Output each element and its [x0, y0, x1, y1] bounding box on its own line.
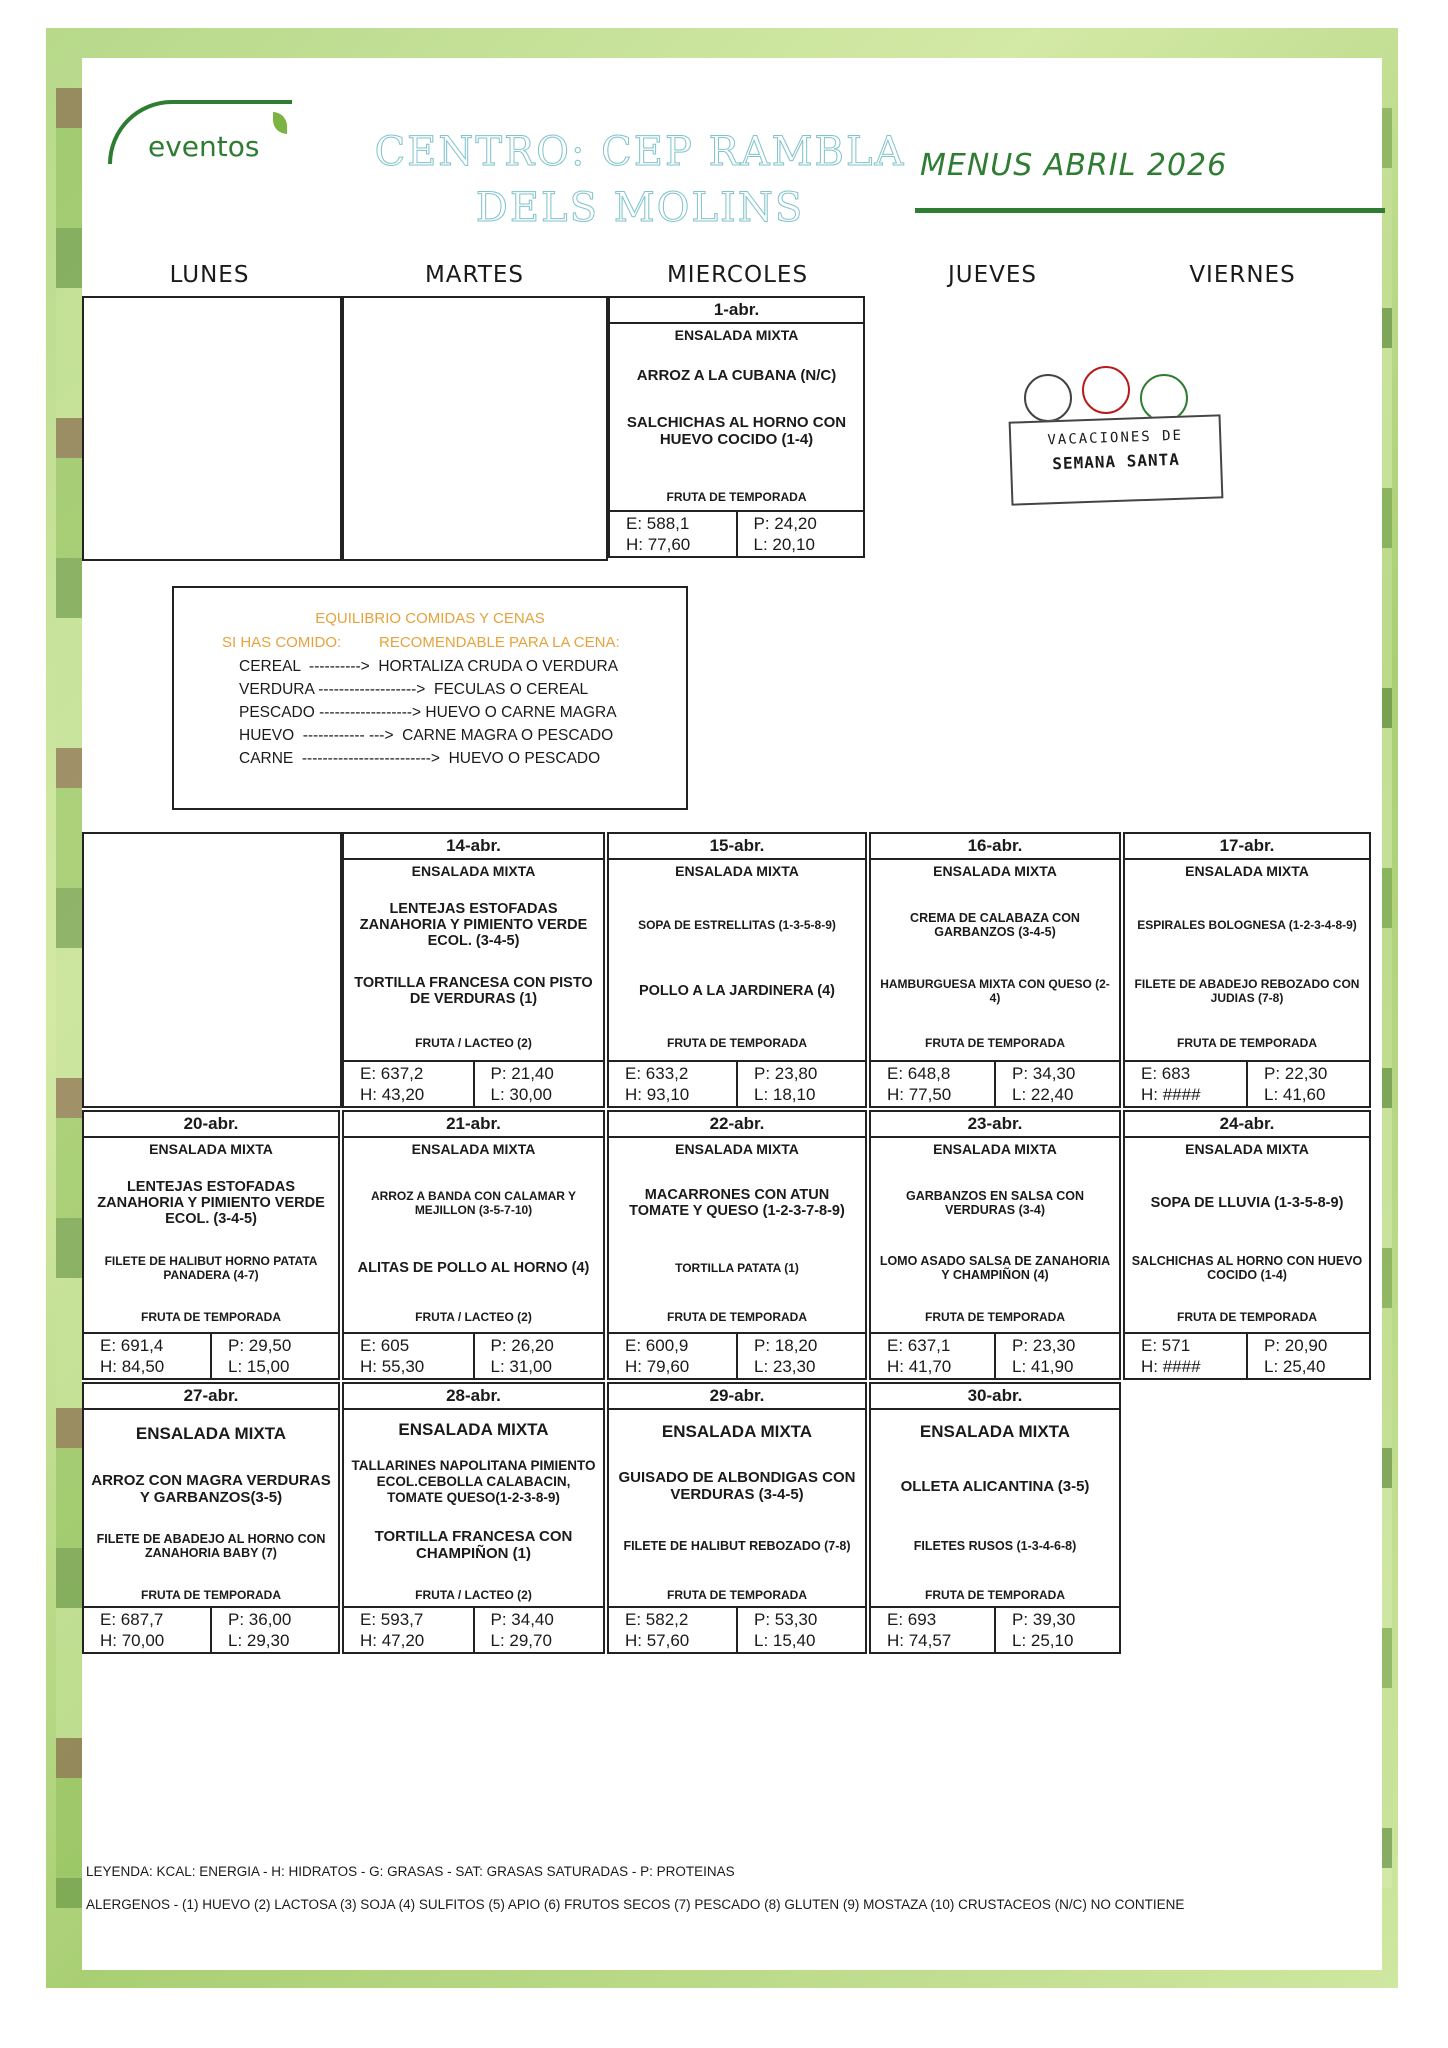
nutrition-lipids: L: 41,60 — [1264, 1085, 1326, 1104]
leyenda-text: LEYENDA: KCAL: ENERGIA - H: HIDRATOS - G: GRASAS - SAT: GRASAS SATURADAS - P: PROTEINAS — [86, 1864, 735, 1879]
nutrition-protein: P: 21,40 — [490, 1064, 554, 1083]
menu-date: 15-abr. — [609, 834, 865, 860]
nutrition-protein: P: 34,40 — [490, 1610, 554, 1629]
menu-primero: ARROZ A BANDA CON CALAMAR Y MEJILLON (3-5-7-10) — [370, 1189, 577, 1217]
menu-day-17 — [1123, 832, 1371, 1108]
menu-primero: OLLETA ALICANTINA (3-5) — [900, 1477, 1090, 1495]
menu-ensalada: ENSALADA MIXTA — [1185, 863, 1309, 879]
menu-segundo: ALITAS DE POLLO AL HORNO (4) — [357, 1260, 590, 1276]
menu-segundo: FILETES RUSOS (1-3-4-6-8) — [913, 1539, 1077, 1553]
menu-primero: GARBANZOS EN SALSA CON VERDURAS (3-4) — [905, 1189, 1084, 1217]
nutrition-hydrates: H: 93,10 — [625, 1085, 690, 1104]
menu-ensalada: ENSALADA MIXTA — [411, 1141, 536, 1157]
nutrition-lipids: L: 29,30 — [228, 1631, 290, 1650]
menu-date: 22-abr. — [609, 1112, 865, 1138]
menu-day-14 — [342, 832, 605, 1108]
nutrition-energy: E: 600,9 — [625, 1336, 689, 1355]
nutrition-lipids: L: 30,00 — [490, 1085, 552, 1104]
nutrition-box — [1125, 1060, 1369, 1106]
nutrition-lipids: L: 15,40 — [754, 1631, 816, 1650]
menu-postre: FRUTA DE TEMPORADA — [667, 1310, 807, 1324]
menu-segundo: HAMBURGUESA MIXTA CON QUESO (2-4) — [880, 977, 1110, 1005]
menu-day-27 — [82, 1382, 340, 1654]
nutrition-protein: P: 53,30 — [754, 1610, 818, 1629]
nutrition-protein: P: 20,90 — [1264, 1336, 1328, 1355]
nutrition-energy: E: 637,1 — [887, 1336, 951, 1355]
menu-segundo: TORTILLA FRANCESA CON PISTO DE VERDURAS (1) — [354, 975, 593, 1007]
menu-date: 14-abr. — [344, 834, 603, 860]
nutrition-box — [344, 1332, 603, 1378]
menu-ensalada: ENSALADA MIXTA — [933, 863, 1057, 879]
centro-title — [360, 124, 920, 236]
alergenos-text: ALERGENOS - (1) HUEVO (2) LACTOSA (3) SOJA (4) SULFITOS (5) APIO (6) FRUTOS SECOS (7) PESCADO (8) GLUTEN (9) MOSTAZA (10) CRUSTACEOS (N/C) NO CONTIENE — [86, 1897, 1185, 1912]
nutrition-box — [84, 1606, 338, 1652]
nutrition-protein: P: 24,20 — [753, 514, 817, 533]
menu-postre: FRUTA DE TEMPORADA — [141, 1588, 281, 1602]
vacation-sign — [1009, 414, 1224, 505]
nutrition-lipids: L: 15,00 — [228, 1357, 290, 1376]
menu-date: 21-abr. — [344, 1112, 603, 1138]
child-face-icon — [1024, 374, 1072, 422]
day-header-jueves: JUEVES — [947, 262, 1037, 288]
nutrition-box — [871, 1060, 1119, 1106]
nutrition-energy: E: 588,1 — [626, 514, 690, 533]
day-header-martes: MARTES — [424, 262, 525, 288]
menu-ensalada: ENSALADA MIXTA — [149, 1141, 273, 1157]
menu-postre: FRUTA DE TEMPORADA — [925, 1588, 1065, 1602]
empty-cell-lunes-w1 — [82, 296, 342, 561]
nutrition-lipids: L: 41,90 — [1012, 1357, 1074, 1376]
nutrition-hydrates: H: 74,57 — [887, 1631, 952, 1650]
semana-santa-illustration — [1002, 348, 1230, 526]
menu-day-21 — [342, 1110, 605, 1380]
menu-day-16 — [869, 832, 1121, 1108]
menu-primero: ESPIRALES BOLOGNESA (1-2-3-4-8-9) — [1137, 918, 1357, 932]
nutrition-box — [609, 1606, 865, 1652]
menu-primero: GUISADO DE ALBONDIGAS CON VERDURAS (3-4-5) — [618, 1469, 856, 1503]
menu-primero: ARROZ CON MAGRA VERDURAS Y GARBANZOS(3-5) — [91, 1472, 331, 1506]
menu-segundo: SALCHICHAS AL HORNO CON HUEVO COCIDO (1-4) — [1131, 1254, 1363, 1282]
menu-postre: FRUTA DE TEMPORADA — [141, 1310, 281, 1324]
equilibrio-row: CARNE -------------------------> HUEVO O PESCADO — [239, 750, 601, 767]
centro-line2: DELS MOLINS — [475, 185, 805, 231]
day-header-viernes: VIERNES — [1189, 262, 1296, 288]
menu-segundo: POLLO A LA JARDINERA (4) — [638, 983, 836, 999]
menu-postre: FRUTA / LACTEO (2) — [415, 1588, 532, 1602]
menu-segundo: TORTILLA FRANCESA CON CHAMPIÑON (1) — [374, 1528, 573, 1562]
nutrition-hydrates: H: 57,60 — [625, 1631, 690, 1650]
child-face-icon — [1082, 366, 1130, 414]
menu-ensalada: ENSALADA MIXTA — [661, 1422, 813, 1441]
equilibrio-row: PESCADO ------------------> HUEVO O CARNE MAGRA — [239, 704, 617, 721]
nutrition-lipids: L: 23,30 — [754, 1357, 816, 1376]
menu-segundo: TORTILLA PATATA (1) — [675, 1261, 799, 1275]
nutrition-hydrates: H: 77,60 — [626, 535, 691, 554]
menu-segundo: LOMO ASADO SALSA DE ZANAHORIA Y CHAMPIÑON (4) — [879, 1254, 1111, 1282]
nutrition-protein: P: 18,20 — [754, 1336, 818, 1355]
nutrition-hydrates: H: #### — [1141, 1357, 1201, 1376]
nutrition-lipids: L: 25,10 — [1012, 1631, 1074, 1650]
menu-primero: ARROZ A LA CUBANA (N/C) — [636, 367, 837, 384]
menu-day-29 — [607, 1382, 867, 1654]
nutrition-hydrates: H: 70,00 — [100, 1631, 165, 1650]
menu-date: 20-abr. — [84, 1112, 338, 1138]
menu-date: 29-abr. — [609, 1384, 865, 1410]
nutrition-energy: E: 683 — [1141, 1064, 1191, 1083]
menu-day-24 — [1123, 1110, 1371, 1380]
menu-segundo: SALCHICHAS AL HORNO CON HUEVO COCIDO (1-4) — [626, 414, 847, 448]
nutrition-hydrates: H: 43,20 — [360, 1085, 425, 1104]
equilibrio-row: HUEVO ------------ ---> CARNE MAGRA O PESCADO — [239, 727, 614, 744]
menu-date: 27-abr. — [84, 1384, 338, 1410]
day-header-lunes: LUNES — [169, 262, 250, 288]
menu-primero: CREMA DE CALABAZA CON GARBANZOS (3-4-5) — [910, 911, 1080, 939]
menu-day-30 — [869, 1382, 1121, 1654]
nutrition-protein: P: 34,30 — [1012, 1064, 1076, 1083]
day-header-miercoles: MIERCOLES — [666, 262, 809, 288]
equilibrio-col2: RECOMENDABLE PARA LA CENA: — [379, 634, 620, 651]
menu-segundo: FILETE DE ABADEJO REBOZADO CON JUDIAS (7-8) — [1134, 977, 1360, 1005]
nutrition-box — [610, 510, 863, 556]
menu-day-20 — [82, 1110, 340, 1380]
nutrition-box — [871, 1606, 1119, 1652]
nutrition-box — [609, 1332, 865, 1378]
menu-postre: FRUTA DE TEMPORADA — [925, 1036, 1065, 1050]
menu-primero: SOPA DE LLUVIA (1-3-5-8-9) — [1150, 1195, 1344, 1211]
menu-postre: FRUTA DE TEMPORADA — [667, 1036, 807, 1050]
menu-day-1 — [608, 296, 865, 558]
menu-ensalada: ENSALADA MIXTA — [675, 1141, 799, 1157]
menu-primero: LENTEJAS ESTOFADAS ZANAHORIA Y PIMIENTO VERDE ECOL. (3-4-5) — [97, 1179, 325, 1227]
empty-cell-lunes-w3 — [82, 832, 342, 1108]
nutrition-energy: E: 571 — [1141, 1336, 1191, 1355]
nutrition-box — [84, 1332, 338, 1378]
nutrition-protein: P: 22,30 — [1264, 1064, 1328, 1083]
menu-day-15 — [607, 832, 867, 1108]
menu-date: 28-abr. — [344, 1384, 603, 1410]
nutrition-hydrates: H: 77,50 — [887, 1085, 952, 1104]
menu-segundo: FILETE DE HALIBUT REBOZADO (7-8) — [623, 1539, 851, 1553]
nutrition-protein: P: 23,80 — [754, 1064, 818, 1083]
nutrition-protein: P: 39,30 — [1012, 1610, 1076, 1629]
nutrition-hydrates: H: 84,50 — [100, 1357, 165, 1376]
equilibrio-row: CEREAL ----------> HORTALIZA CRUDA O VERDURA — [239, 658, 619, 675]
nutrition-hydrates: H: 55,30 — [360, 1357, 425, 1376]
menu-title: MENUS ABRIL 2026 — [920, 148, 1228, 183]
nutrition-lipids: L: 22,40 — [1012, 1085, 1074, 1104]
nutrition-protein: P: 26,20 — [490, 1336, 554, 1355]
nutrition-lipids: L: 18,10 — [754, 1085, 816, 1104]
menu-date: 1-abr. — [610, 298, 863, 324]
vacation-line2: SEMANA SANTA — [1051, 449, 1181, 474]
title-underline — [915, 208, 1385, 213]
menu-date: 30-abr. — [871, 1384, 1119, 1410]
nutrition-box — [609, 1060, 865, 1106]
menu-postre: FRUTA / LACTEO (2) — [415, 1036, 532, 1050]
menu-postre: FRUTA DE TEMPORADA — [925, 1310, 1065, 1324]
menu-postre: FRUTA / LACTEO (2) — [415, 1310, 532, 1324]
nutrition-energy: E: 691,4 — [100, 1336, 164, 1355]
nutrition-lipids: L: 29,70 — [490, 1631, 552, 1650]
logo-text: eventos — [148, 130, 260, 163]
nutrition-box — [344, 1060, 603, 1106]
nutrition-energy: E: 593,7 — [360, 1610, 424, 1629]
centro-line1: CENTRO: CEP RAMBLA — [374, 129, 906, 175]
vacation-line1: VACACIONES DE — [1047, 427, 1184, 449]
menu-postre: FRUTA DE TEMPORADA — [667, 1588, 807, 1602]
menu-ensalada: ENSALADA MIXTA — [674, 327, 799, 343]
nutrition-energy: E: 693 — [887, 1610, 937, 1629]
menu-primero: MACARRONES CON ATUN TOMATE Y QUESO (1-2-3-7-8-9) — [629, 1187, 845, 1219]
nutrition-protein: P: 36,00 — [228, 1610, 292, 1629]
nutrition-energy: E: 633,2 — [625, 1064, 689, 1083]
menu-ensalada: ENSALADA MIXTA — [1185, 1141, 1309, 1157]
nutrition-box — [1125, 1332, 1369, 1378]
menu-date: 24-abr. — [1125, 1112, 1369, 1138]
nutrition-lipids: L: 20,10 — [753, 535, 815, 554]
menu-primero: LENTEJAS ESTOFADAS ZANAHORIA Y PIMIENTO VERDE ECOL. (3-4-5) — [359, 901, 588, 949]
nutrition-hydrates: H: #### — [1141, 1085, 1201, 1104]
nutrition-protein: P: 23,30 — [1012, 1336, 1076, 1355]
nutrition-hydrates: H: 79,60 — [625, 1357, 690, 1376]
company-logo — [108, 100, 298, 180]
menu-ensalada: ENSALADA MIXTA — [411, 863, 536, 879]
nutrition-hydrates: H: 41,70 — [887, 1357, 952, 1376]
menu-primero: TALLARINES NAPOLITANA PIMIENTO ECOL.CEBOLLA CALABACIN, TOMATE QUESO(1-2-3-8-9) — [351, 1458, 596, 1505]
equilibrio-row: VERDURA -------------------> FECULAS O CEREAL — [239, 681, 589, 698]
menu-ensalada: ENSALADA MIXTA — [675, 863, 799, 879]
menu-postre: FRUTA DE TEMPORADA — [1177, 1310, 1317, 1324]
nutrition-hydrates: H: 47,20 — [360, 1631, 425, 1650]
nutrition-energy: E: 605 — [360, 1336, 410, 1355]
menu-day-28 — [342, 1382, 605, 1654]
nutrition-lipids: L: 25,40 — [1264, 1357, 1326, 1376]
nutrition-energy: E: 687,7 — [100, 1610, 164, 1629]
equilibrio-box — [172, 586, 688, 810]
equilibrio-col1: SI HAS COMIDO: — [222, 634, 342, 651]
menu-ensalada: ENSALADA MIXTA — [398, 1420, 549, 1439]
menu-date: 23-abr. — [871, 1112, 1119, 1138]
nutrition-energy: E: 637,2 — [360, 1064, 424, 1083]
nutrition-energy: E: 582,2 — [625, 1610, 689, 1629]
menu-ensalada: ENSALADA MIXTA — [919, 1422, 1071, 1441]
menu-ensalada: ENSALADA MIXTA — [933, 1141, 1057, 1157]
nutrition-protein: P: 29,50 — [228, 1336, 292, 1355]
menu-primero: SOPA DE ESTRELLITAS (1-3-5-8-9) — [638, 918, 836, 932]
menu-date: 16-abr. — [871, 834, 1119, 860]
nutrition-box — [871, 1332, 1119, 1378]
equilibrio-title: EQUILIBRIO COMIDAS Y CENAS — [315, 610, 545, 627]
menu-day-22 — [607, 1110, 867, 1380]
menu-date: 17-abr. — [1125, 834, 1369, 860]
nutrition-lipids: L: 31,00 — [490, 1357, 552, 1376]
menu-postre: FRUTA DE TEMPORADA — [666, 490, 807, 504]
menu-postre: FRUTA DE TEMPORADA — [1177, 1036, 1317, 1050]
menu-segundo: FILETE DE HALIBUT HORNO PATATA PANADERA (4-7) — [104, 1254, 318, 1282]
nutrition-box — [344, 1606, 603, 1652]
menu-day-23 — [869, 1110, 1121, 1380]
empty-cell-martes-w1 — [342, 296, 608, 561]
menu-segundo: FILETE DE ABADEJO AL HORNO CON ZANAHORIA BABY (7) — [96, 1532, 326, 1560]
nutrition-energy: E: 648,8 — [887, 1064, 951, 1083]
menu-ensalada: ENSALADA MIXTA — [135, 1424, 287, 1443]
